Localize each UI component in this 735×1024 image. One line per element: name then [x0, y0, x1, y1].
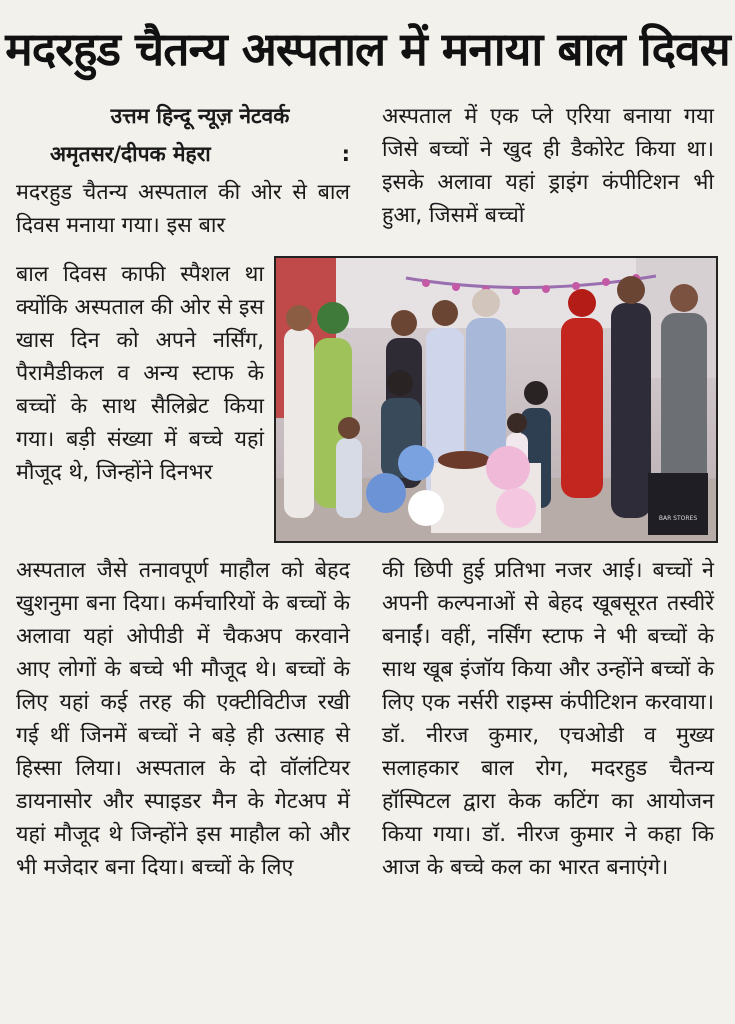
byline-network: उत्तम हिन्दू न्यूज़ नेटवर्क [110, 104, 290, 128]
headline: मदरहुड चैतन्य अस्पताल में मनाया बाल दिवस [5, 22, 730, 76]
column-2-bottom [382, 554, 714, 884]
byline-place: अमृतसर/दीपक मेहरा [50, 142, 211, 166]
article-text: अस्पताल जैसे तनावपूर्ण माहौल को बेहद खुशनुमा बना दिया। कर्मचारियों के बच्चों के अलावा यहां ओपीडी में चैकअप करवाने आए लोगों के बच्चे भी मौजूद थे। बच्चों के लिए यहां कई तरह की एक्टीविटीज रखी गई थीं जिनमें बच्चों ने बड़े ही उत्साह से हिस्सा लिया। अस्पताल के दो वॉलंटियर डायनासोर और स्पाइडर मैन के गेटअप में यहां मौजूद थे जिन्होंने इस माहौल को और भी मजेदार बना दिया। बच्चों के लिए [16, 558, 350, 880]
article-text: की छिपी हुई प्रतिभा नजर आई। बच्चों ने अपनी कल्पनाओं से बेहद खूबसूरत तस्वीरें बनाईं। वहीं, नर्सिंग स्टाफ ने भी बच्चों के साथ खूब इंजॉय किया और उन्होंने बच्चों के लिए एक नर्सरी राइम्स कंपीटिशन करवाया। डॉ. नीरज कुमार, एचओडी व मुख्य सलाहकार बाल रोग, मदरहुड चैतन्य हॉस्पिटल द्वारा केक कटिंग का आयोजन किया गया। डॉ. नीरज कुमार ने कहा कि आज के बच्चे कल का भारत बनाएंगे। [382, 558, 714, 880]
column-1-bottom [16, 554, 350, 884]
byline-separator: : [341, 142, 350, 166]
event-photo [274, 256, 718, 543]
photo-bag-text: BAR STORES [658, 515, 698, 522]
column-2-top [382, 100, 714, 232]
photo-illustration [276, 258, 716, 541]
article-text: मदरहुड चैतन्य अस्पताल की ओर से बाल दिवस मनाया गया। इस बार [16, 180, 350, 238]
byline-place-reporter [50, 138, 350, 171]
column-1-wrap [16, 258, 264, 489]
article-text: बाल दिवस काफी स्पैशल था क्योंकि अस्पताल की ओर से इस खास दिन को अपने नर्सिंग, पैरामैडीकल व अन्य स्टाफ के बच्चों के साथ सैलिब्रेट किया गया। बड़ी संख्या में बच्चे यहां मौजूद थे, जिन्होंने दिनभर [16, 262, 264, 485]
article-text: अस्पताल में एक प्ले एरिया बनाया गया जिसे बच्चों ने खुद ही डैकोरेट किया था। इसके अलावा यहां ड्राइंग कंपीटिशन भी हुआ, जिसमें बच्चों [382, 104, 714, 228]
column-1-top [16, 176, 350, 242]
